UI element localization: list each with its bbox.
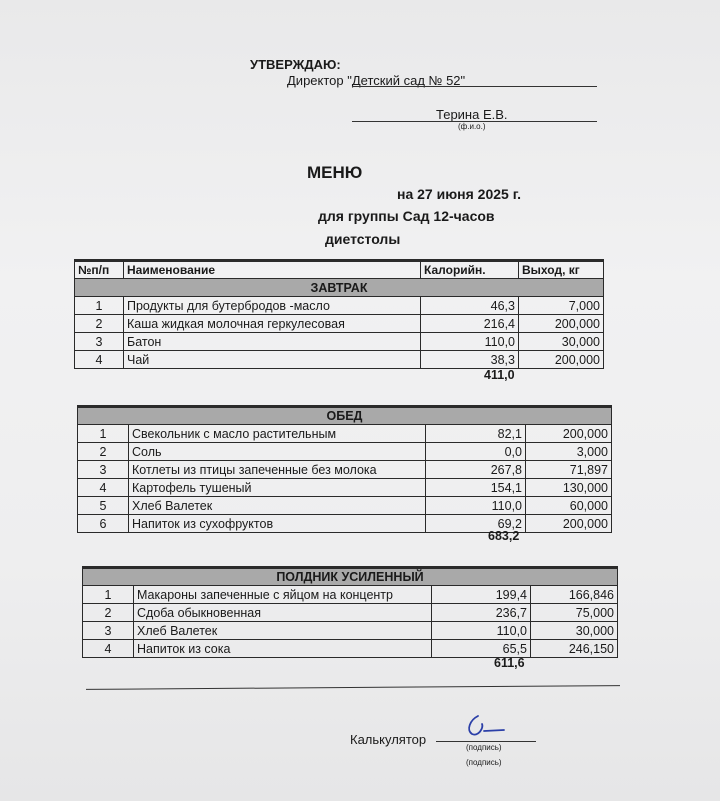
row-yield: 200,000 [526,425,612,443]
row-num: 3 [78,461,129,479]
row-calories: 199,4 [432,586,531,604]
signature-caption: (подпись) [466,758,502,767]
row-num: 3 [83,622,134,640]
row-name: Картофель тушеный [129,479,426,497]
row-name: Батон [124,333,421,351]
approve-heading: УТВЕРЖДАЮ: [250,57,341,72]
signer-name: Терина Е.В. [436,107,508,122]
row-calories: 69,2 [426,515,526,533]
snack-table [82,566,618,658]
row-calories: 236,7 [432,604,531,622]
table-row [78,425,612,443]
calculator-label: Калькулятор [350,732,427,747]
row-calories: 154,1 [426,479,526,497]
table-row [83,640,618,658]
row-yield: 75,000 [531,604,618,622]
director-line-text: Директор "Детский сад № 52" [287,73,466,88]
row-name: Каша жидкая молочная геркулесовая [124,315,421,333]
row-num: 4 [83,640,134,658]
table-row [83,622,618,640]
row-num: 4 [75,351,124,369]
fio-caption: (ф.и.о.) [458,122,486,131]
row-calories: 46,3 [421,297,519,315]
section-title: ПОЛДНИК УСИЛЕННЫЙ [83,568,618,586]
bottom-divider [86,685,620,690]
table-row [75,333,604,351]
row-calories: 216,4 [421,315,519,333]
col-num-header: №п/п [75,261,124,279]
table-header-row [75,261,604,279]
table-row [83,586,618,604]
row-num: 3 [75,333,124,351]
row-calories: 65,5 [432,640,531,658]
row-name: Напиток из сухофруктов [129,515,426,533]
row-name: Чай [124,351,421,369]
row-yield: 200,000 [526,515,612,533]
row-name: Свекольник с масло растительным [129,425,426,443]
col-calories-header: Калорийн. [421,261,519,279]
table-row [78,443,612,461]
row-yield: 7,000 [519,297,604,315]
row-calories: 0,0 [426,443,526,461]
row-name: Сдоба обыкновенная [134,604,432,622]
col-yield-header: Выход, кг [519,261,604,279]
menu-date: на 27 июня 2025 г. [397,186,522,202]
signature-caption: (подпись) [466,743,502,752]
table-row [78,461,612,479]
row-yield: 71,897 [526,461,612,479]
row-yield: 200,000 [519,315,604,333]
row-calories: 38,3 [421,351,519,369]
row-num: 2 [83,604,134,622]
row-calories: 110,0 [432,622,531,640]
menu-title: МЕНЮ [307,163,363,182]
row-yield: 200,000 [519,351,604,369]
section-title: ЗАВТРАК [75,279,604,297]
row-calories: 110,0 [426,497,526,515]
table-row [78,515,612,533]
row-name: Хлеб Валетек [129,497,426,515]
table-row [78,497,612,515]
row-name: Продукты для бутербродов -масло [124,297,421,315]
row-num: 2 [75,315,124,333]
row-name: Напиток из сока [134,640,432,658]
lunch-total: 683,2 [488,529,520,543]
row-num: 1 [75,297,124,315]
row-calories: 110,0 [421,333,519,351]
row-num: 1 [78,425,129,443]
lunch-table [77,405,612,533]
row-yield: 166,846 [531,586,618,604]
director-underline [352,86,597,87]
table-row [75,315,604,333]
menu-group: для группы Сад 12-часов [318,208,495,224]
breakfast-total: 411,0 [484,368,515,382]
table-row [75,297,604,315]
row-yield: 246,150 [531,640,618,658]
row-calories: 267,8 [426,461,526,479]
row-num: 6 [78,515,129,533]
signature-mark [462,712,514,742]
row-num: 4 [78,479,129,497]
table-row [78,479,612,497]
table-row [83,604,618,622]
row-name: Хлеб Валетек [134,622,432,640]
breakfast-table [74,259,604,369]
row-yield: 60,000 [526,497,612,515]
col-name-header: Наименование [124,261,421,279]
section-title: ОБЕД [78,407,612,425]
table-row [75,351,604,369]
snack-total: 611,6 [494,656,525,670]
row-yield: 3,000 [526,443,612,461]
row-num: 2 [78,443,129,461]
row-num: 5 [78,497,129,515]
row-name: Макароны запеченные с яйцом на концентр [134,586,432,604]
row-yield: 130,000 [526,479,612,497]
row-yield: 30,000 [531,622,618,640]
row-name: Соль [129,443,426,461]
menu-diet: диетстолы [325,231,401,247]
row-name: Котлеты из птицы запеченные без молока [129,461,426,479]
row-calories: 82,1 [426,425,526,443]
row-num: 1 [83,586,134,604]
row-yield: 30,000 [519,333,604,351]
